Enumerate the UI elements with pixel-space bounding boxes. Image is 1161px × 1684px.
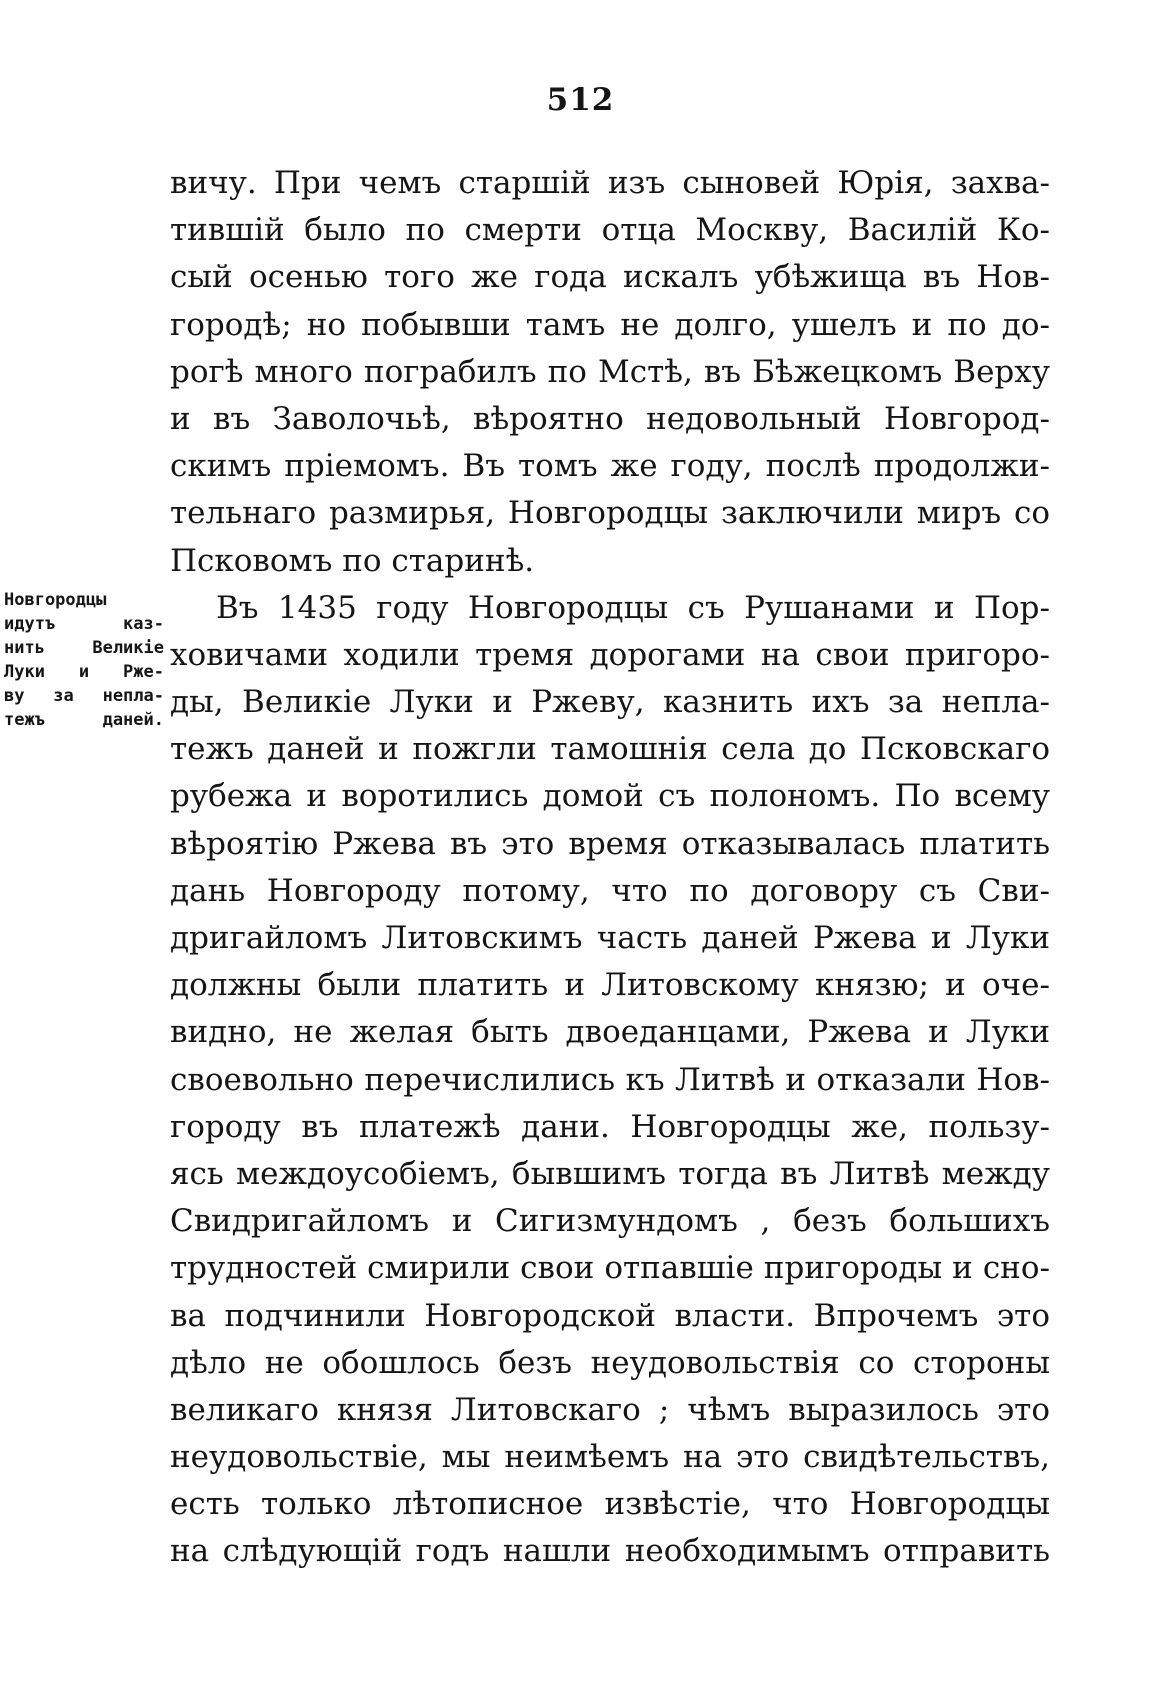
margin-note-line: Луки и Рже-: [4, 662, 164, 682]
text-line: должны были платить и Литовскому князю; и оче-: [170, 967, 1050, 1004]
text-line: дань Новгороду потому, что по договору съ Сви-: [170, 872, 1050, 909]
text-line: рогѣ много пограбилъ по Мстѣ, въ Бѣжецкомъ Верху: [170, 353, 1050, 390]
text-line: есть только лѣтописное извѣстіе, что Новгородцы: [170, 1486, 1050, 1523]
text-line: и въ Заволочьѣ, вѣроятно недовольный Новгород-: [170, 400, 1050, 437]
text-line: скимъ пріемомъ. Въ томъ же году, послѣ продолжи-: [170, 448, 1050, 485]
text-line: Свидригайломъ и Сигизмундомъ , безъ большихъ: [170, 1203, 1050, 1240]
text-line: сый осенью того же года искалъ убѣжища въ Нов-: [170, 259, 1050, 296]
text-line: дѣло не обошлось безъ неудовольствія со стороны: [170, 1344, 1050, 1381]
margin-note-line: нить Великіе: [4, 638, 164, 658]
text-line: неудовольствіе, мы неимѣемъ на это свидѣтельствъ,: [170, 1439, 1050, 1476]
text-line: тившій было по смерти отца Москву, Василій Ко-: [170, 212, 1050, 249]
text-line: городу въ платежѣ дани. Новгородцы же, пользу-: [170, 1108, 1050, 1145]
text-line: видно, не желая быть двоеданцами, Ржева и Луки: [170, 1014, 1050, 1051]
margin-note-line: тежъ даней.: [4, 710, 164, 730]
text-line: Въ 1435 году Новгородцы съ Рушанами и Пор-: [216, 589, 1050, 626]
text-line: рубежа и воротились домой съ полономъ. По всему: [170, 778, 1050, 815]
text-line: тежъ даней и пожгли тамошнія села до Псковскаго: [170, 731, 1050, 768]
text-line: ховичами ходили тремя дорогами на свои пригоро-: [170, 636, 1050, 673]
margin-note: [4, 588, 164, 732]
paragraph-1: [170, 160, 1050, 585]
text-line: своевольно перечислились къ Литвѣ и отказали Нов-: [170, 1061, 1050, 1098]
text-line: великаго князя Литовскаго ; чѣмъ выразилось это: [170, 1391, 1050, 1428]
margin-note-line: идутъ каз-: [4, 614, 164, 634]
text-line: тельнаго размирья, Новгородцы заключили миръ со: [170, 495, 1050, 532]
paragraph-2: [170, 585, 1050, 1576]
text-line: вичу. При чемъ старшій изъ сыновей Юрія, захва-: [170, 165, 1050, 201]
text-line: ды, Великіе Луки и Ржеву, казнить ихъ за непла-: [170, 684, 1050, 721]
text-line: городѣ; но побывши тамъ не долго, ушелъ и по до-: [170, 306, 1050, 343]
text-line: Псковомъ по старинѣ.: [170, 542, 535, 579]
text-line: ясь междоусобіемъ, бывшимъ тогда въ Литвѣ между: [170, 1155, 1050, 1192]
text-line: на слѣдующій годъ нашли необходимымъ отправить: [170, 1533, 1050, 1570]
margin-note-line: Новгородцы: [4, 590, 107, 610]
text-line: трудностей смирили свои отпавшіе пригороды и сно-: [170, 1250, 1050, 1287]
text-line: дригайломъ Литовскимъ часть даней Ржева и Луки: [170, 920, 1050, 956]
text-line: ва подчинили Новгородской власти. Впрочемъ это: [170, 1297, 1050, 1334]
page-number: 512: [546, 82, 615, 118]
body-text: [170, 160, 1050, 1576]
margin-note-line: ву за непла-: [4, 686, 164, 706]
text-line: вѣроятію Ржева въ это время отказывалась платить: [170, 825, 1050, 862]
